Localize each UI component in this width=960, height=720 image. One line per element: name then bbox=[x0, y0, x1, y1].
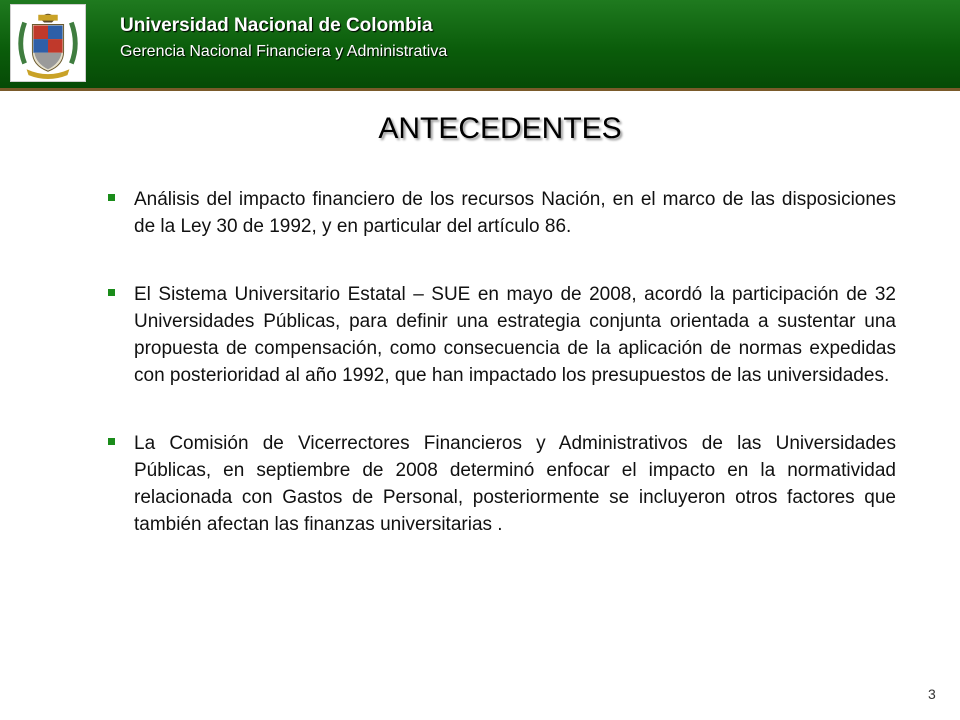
bullet-text: El Sistema Universitario Estatal – SUE en mayo de 2008, acordó la participación de 32 Universidades Públicas, para definir una estrategia conjunta orientada a sustentar una propuesta de compensación, como consecuencia de la aplicación de normas expedidas con posterioridad al año 1992, que han impactado los presupuestos de las universidades. bbox=[134, 284, 896, 386]
square-bullet-icon bbox=[108, 194, 115, 201]
square-bullet-icon bbox=[108, 438, 115, 445]
header-band bbox=[0, 0, 960, 88]
bullet-item bbox=[106, 430, 896, 538]
bullet-list bbox=[106, 186, 896, 579]
page-number: 3 bbox=[928, 686, 936, 702]
bullet-item bbox=[106, 186, 896, 240]
bullet-text: Análisis del impacto financiero de los recursos Nación, en el marco de las disposiciones de la Ley 30 de 1992, y en particular del artículo 86. bbox=[134, 189, 896, 237]
bullet-item bbox=[106, 281, 896, 389]
square-bullet-icon bbox=[108, 289, 115, 296]
slide-title: ANTECEDENTES bbox=[378, 112, 622, 145]
bullet-text: La Comisión de Vicerrectores Financieros y Administrativos de las Universidades Públicas, en septiembre de 2008 determinó enfocar el impacto en la normatividad relacionada con Gastos de Personal, posteriormente se incluyeron otros factores que también afectan las finanzas universitarias . bbox=[134, 433, 896, 535]
organization-title: Universidad Nacional de Colombia bbox=[120, 15, 433, 36]
header-divider bbox=[0, 88, 960, 91]
university-coat-of-arms-icon bbox=[10, 4, 86, 82]
organization-subtitle: Gerencia Nacional Financiera y Administrativa bbox=[120, 43, 448, 60]
